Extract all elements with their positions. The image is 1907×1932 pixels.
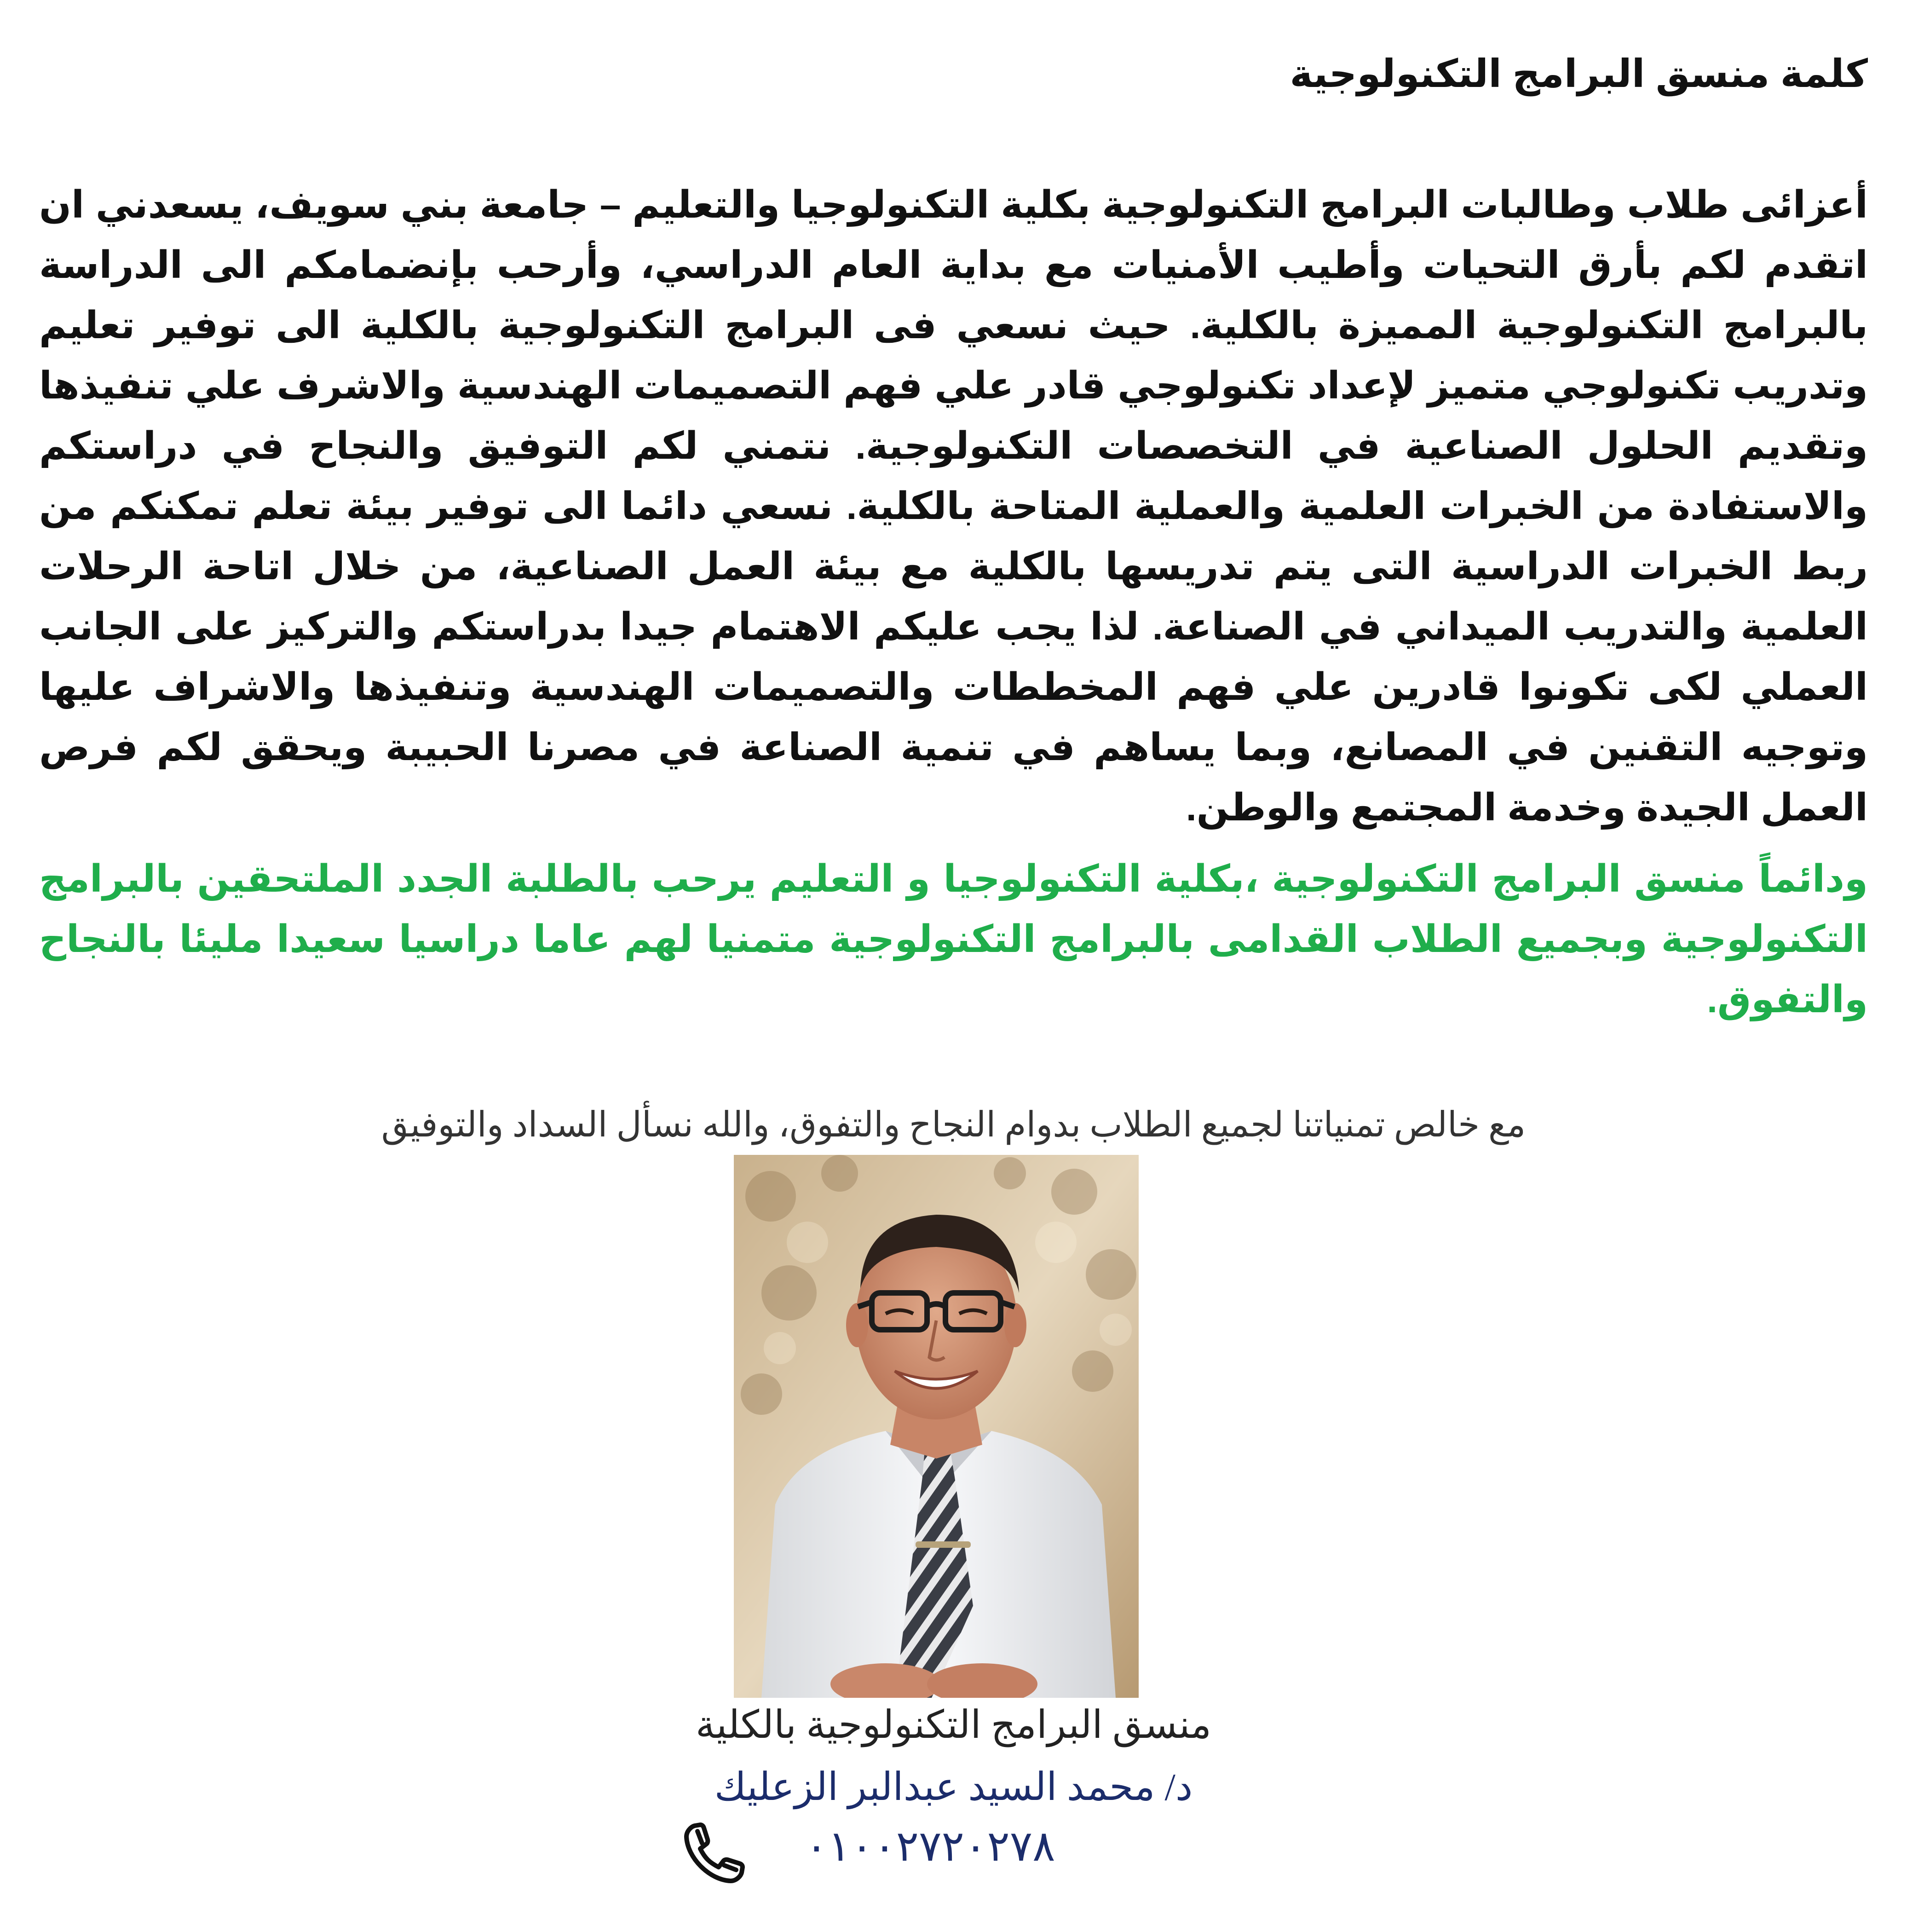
phone-contact (681, 1817, 1187, 1891)
welcome-paragraph: ودائماً منسق البرامج التكنولوجية ،بكلية التكنولوجيا و التعليم يرحب بالطلبة الجدد الملتحقين بالبرامج التكنولوجية وبجميع الطلاب القدامى بالبرامج التكنولوجية متمنيا لهم عاما دراسيا سعيدا مليئا بالنجاح والتفوق. (39, 858, 1868, 1021)
signature-name: د/ محمد السيد عبدالبر الزعليك (714, 1766, 1193, 1809)
closing-line: مع خالص تمنياتنا لجميع الطلاب بدوام النجاح والتفوق، والله نسأل السداد والتوفيق (381, 1106, 1526, 1144)
document-title: كلمة منسق البرامج التكنولوجية (1290, 52, 1868, 95)
coordinator-photo (734, 1155, 1139, 1698)
body-paragraph: أعزائى طلاب وطالبات البرامج التكنولوجية بكلية التكنولوجيا والتعليم – جامعة بني سويف، يسعدني ان اتقدم لكم بأرق التحيات وأطيب الأمنيات مع بداية العام الدراسي، وأرحب بإنضمامكم الى الدراسة بالبرامج التكنولوجية المميزة بالكلية. حيث نسعي فى البرامج التكنولوجية بالكلية الى توفير تعليم وتدريب تكنولوجي متميز لإعداد تكنولوجي قادر علي فهم التصميمات الهندسية والاشرف علي تنفيذها وتقديم الحلول الصناعية في التخصصات التكنولوجية. نتمني لكم التوفيق والنجاح في دراستكم والاستفادة من الخبرات العلمية والعملية المتاحة بالكلية. نسعي دائما الى توفير بيئة تعلم تمكنكم من ربط الخبرات الدراسية التى يتم تدريسها بالكلية مع بيئة العمل الصناعية، من خلال اتاحة الرحلات العلمية والتدريب الميداني في الصناعة. لذا يجب عليكم الاهتمام جيدا بدراستكم والتركيز على الجانب العملي لكى تكونوا قادرين علي فهم المخططات والتصميمات الهندسية وتنفيذها والاشراف عليها وتوجيه التقنين في المصانع، وبما يساهم في تنمية الصناعة في مصرنا الحبيبة ويحقق لكم فرص العمل الجيدة وخدمة المجتمع والوطن. (39, 184, 1868, 829)
signature-role: منسق البرامج التكنولوجية بالكلية (695, 1704, 1212, 1747)
phone-number: ٠١٠٠٢٧٢٠٢٧٨ (805, 1822, 1055, 1871)
phone-handset-icon (681, 1817, 750, 1886)
